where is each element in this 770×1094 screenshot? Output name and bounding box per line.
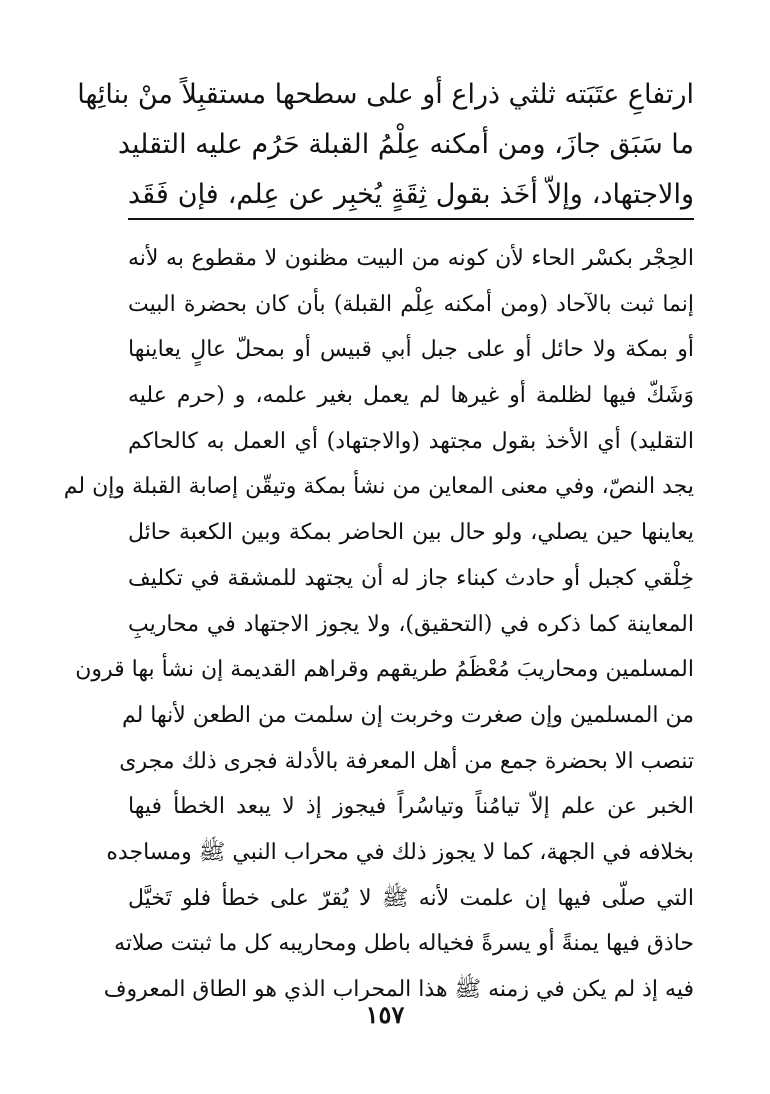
commentary-line: حاذق فيها يمنةً أو يسرةً فخياله باطل ومحاريبه كل ما ثبتت صلاته [114,931,694,957]
page-number: ١٥٧ [365,1000,405,1029]
commentary-line: الخبر عن علم إلاّ تيامُناً وتياسُراً فيجوز إذ لا يبعد الخطأ فيها [128,794,694,820]
commentary-line: خِلْقي كجبل أو حادث كبناء جاز له أن يجتهد للمشقة في تكليف [128,565,694,591]
main-text-block [77,70,694,220]
main-text-line: والاجتهاد، وإلاّ أخَذ بقول ثِقَةٍ يُخبِر عن عِلم، فإن فَقَد [128,179,694,210]
commentary-line: فيه إذ لم يكن في زمنه ﷺ هذا المحراب الذي هو الطاق المعروف [103,977,694,1002]
commentary-line: من المسلمين وإن صغرت وخربت إن سلمت من الطعن لأنها لم [121,702,694,728]
commentary-line: الحِجْر بكسْر الحاء لأن كونه من البيت مظنون لا مقطوع به لأنه [128,246,694,271]
commentary-line: المسلمين ومحاريبَ مُعْظَمُ طريقهم وقراهم القديمة إن نشأ بها قرون [75,657,694,683]
commentary-line: التي صلّى فيها إن علمت لأنه ﷺ لا يُقرّ على خطأ فلو تَخيَّل [128,885,694,911]
commentary-block [63,236,694,1013]
commentary-line: أو بمكة ولا حائل أو على جبل أبي قبيس أو بمحلّ عالٍ يعاينها [128,337,694,363]
commentary-line: تنصب الا بحضرة جمع من أهل المعرفة بالأدلة فجرى ذلك مجرى [119,748,694,774]
main-text-line: ما سَبَق جازَ، ومن أمكنه عِلْمُ القبلة حَرُم عليه التقليد [117,129,694,160]
footnote-divider [128,218,694,220]
commentary-line: يجد النصّ، وفي معنى المعاين من نشأ بمكة وتيقّن إصابة القبلة وإن لم [63,474,694,500]
commentary-line: يعاينها حين يصلي، ولو حال بين الحاضر بمكة وبين الكعبة حائل [128,520,694,546]
commentary-line: بخلافه في الجهة، كما لا يجوز ذلك في محراب النبي ﷺ ومساجده [106,839,694,865]
commentary-line: التقليد) أي الأخذ بقول مجتهد (والاجتهاد) أي العمل به كالحاكم [128,428,694,454]
commentary-line: وَشَكّ فيها لظلمة أو غيرها لم يعمل بغير علمه، و (حرم عليه [128,383,694,409]
main-text-line: ارتفاعِ عتَبَته ثلثي ذراع أو على سطحها مستقبِلاً منْ بنائِها [77,79,694,110]
commentary-line: المعاينة كما ذكره في (التحقيق)، ولا يجوز الاجتهاد في محاريبِ [128,611,694,637]
commentary-line: إنما ثبت بالآحاد (ومن أمكنه عِلْم القبلة) بأن كان بحضرة البيت [128,291,694,317]
